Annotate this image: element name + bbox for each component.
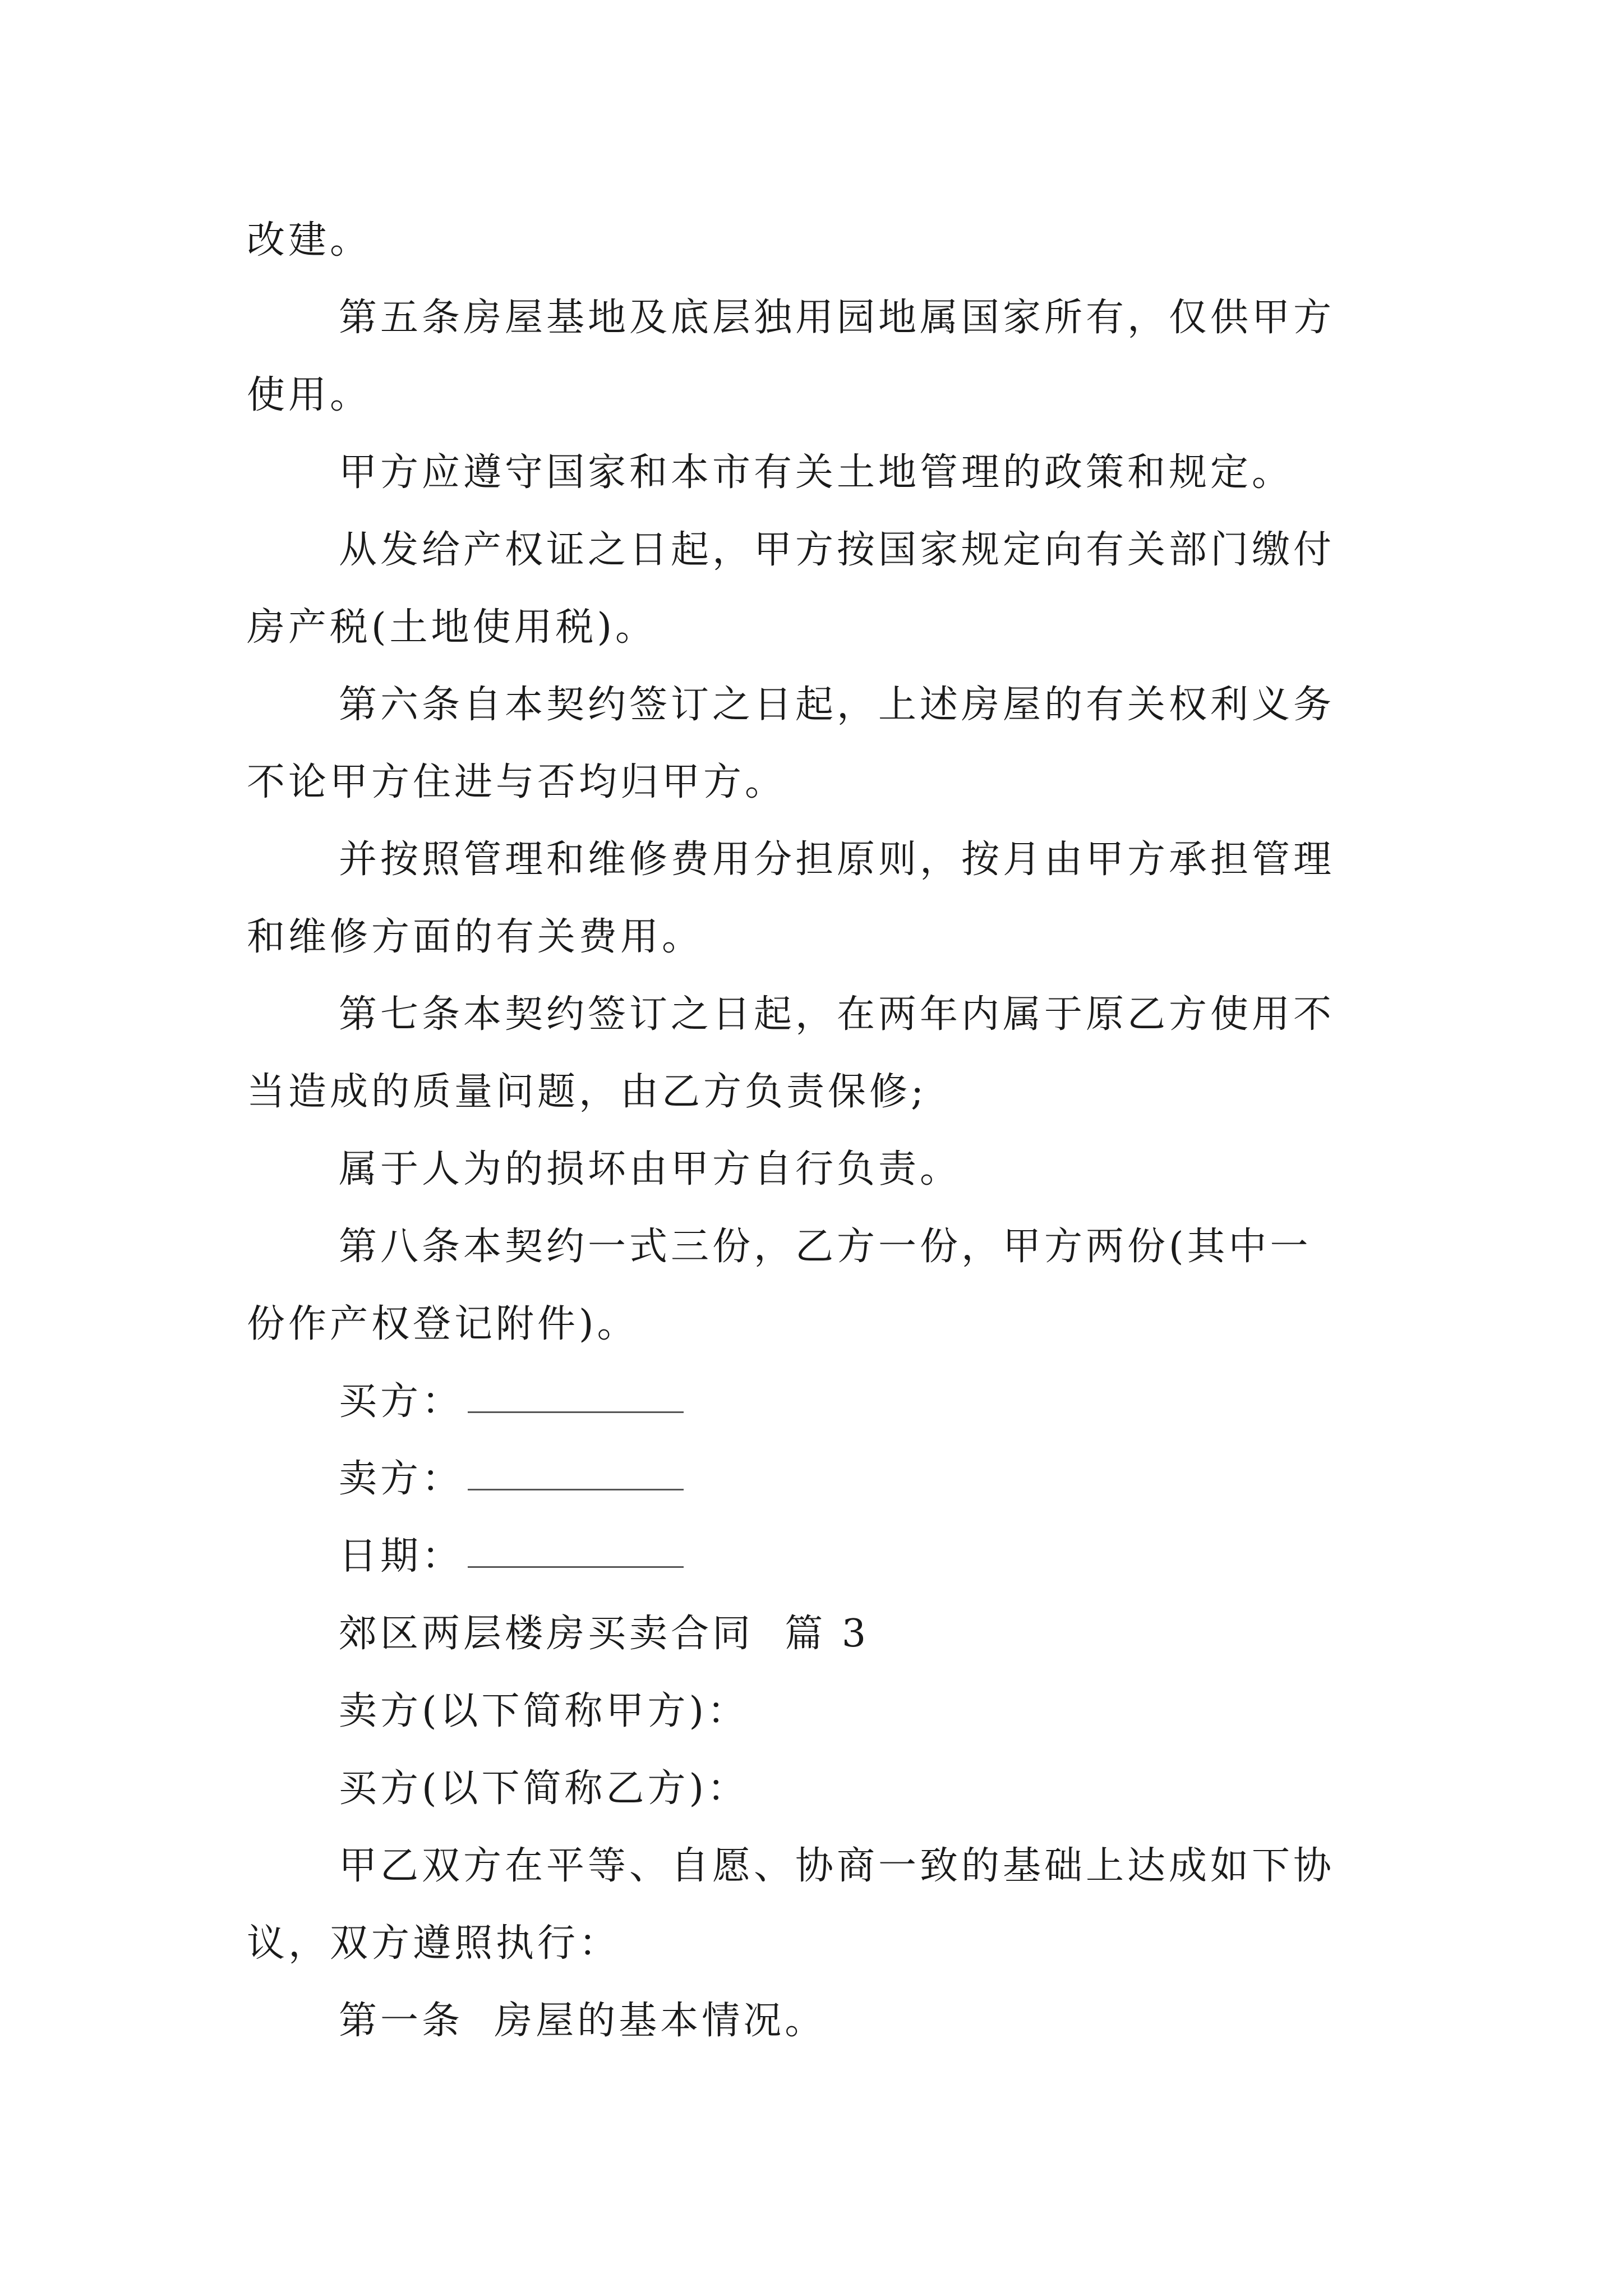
article-1-line: 第一条 房屋的基本情况。 xyxy=(339,1999,827,2043)
paragraph-line: 甲方应遵守国家和本市有关土地管理的政策和规定。 xyxy=(339,450,1294,495)
article-7-line: 第七条本契约签订之日起，在两年内属于原乙方使用不 xyxy=(339,992,1335,1037)
paragraph-line: 属于人为的损坏由甲方自行负责。 xyxy=(339,1147,962,1191)
paragraph-line: 房产税(土地使用税)。 xyxy=(247,605,657,650)
date-blank xyxy=(468,1566,684,1568)
seller-signature-blank xyxy=(468,1489,684,1490)
paragraph-line: 份作产权登记附件)。 xyxy=(247,1302,639,1346)
paragraph-line: 当造成的质量问题，由乙方负责保修; xyxy=(247,1070,927,1114)
buyer-label: 买方： xyxy=(339,1379,464,1424)
buyer-signature-line xyxy=(247,1363,1385,1441)
article-5-line: 第五条房屋基地及底层独用园地属国家所有，仅供甲方 xyxy=(339,296,1335,340)
article-8-line: 第八条本契约一式三份，乙方一份，甲方两份(其中一 xyxy=(339,1225,1312,1269)
paragraph-line: 改建。 xyxy=(247,218,372,263)
paragraph-line: 不论甲方住进与否均归甲方。 xyxy=(247,760,787,804)
date-signature-line xyxy=(247,1518,1385,1595)
seller-label: 卖方： xyxy=(339,1457,464,1501)
article-6-line: 第六条自本契约签订之日起，上述房屋的有关权利义务 xyxy=(339,683,1335,727)
date-label: 日期： xyxy=(339,1534,464,1579)
agreement-line: 议，双方遵照执行： xyxy=(247,1921,621,1966)
section-3-heading: 郊区两层楼房买卖合同 篇 3 xyxy=(339,1612,870,1656)
paragraph-line: 并按照管理和维修费用分担原则，按月由甲方承担管理 xyxy=(339,838,1335,882)
document-body xyxy=(247,202,1385,2060)
seller-signature-line xyxy=(247,1441,1385,1518)
paragraph-line: 使用。 xyxy=(247,373,372,417)
seller-party-line: 卖方(以下简称甲方)： xyxy=(339,1689,749,1733)
paragraph-line: 和维修方面的有关费用。 xyxy=(247,915,704,959)
agreement-line: 甲乙双方在平等、自愿、协商一致的基础上达成如下协 xyxy=(339,1844,1335,1888)
buyer-signature-blank xyxy=(468,1411,684,1413)
buyer-party-line: 买方(以下简称乙方)： xyxy=(339,1766,749,1811)
paragraph-line: 从发给产权证之日起，甲方按国家规定向有关部门缴付 xyxy=(339,528,1335,572)
